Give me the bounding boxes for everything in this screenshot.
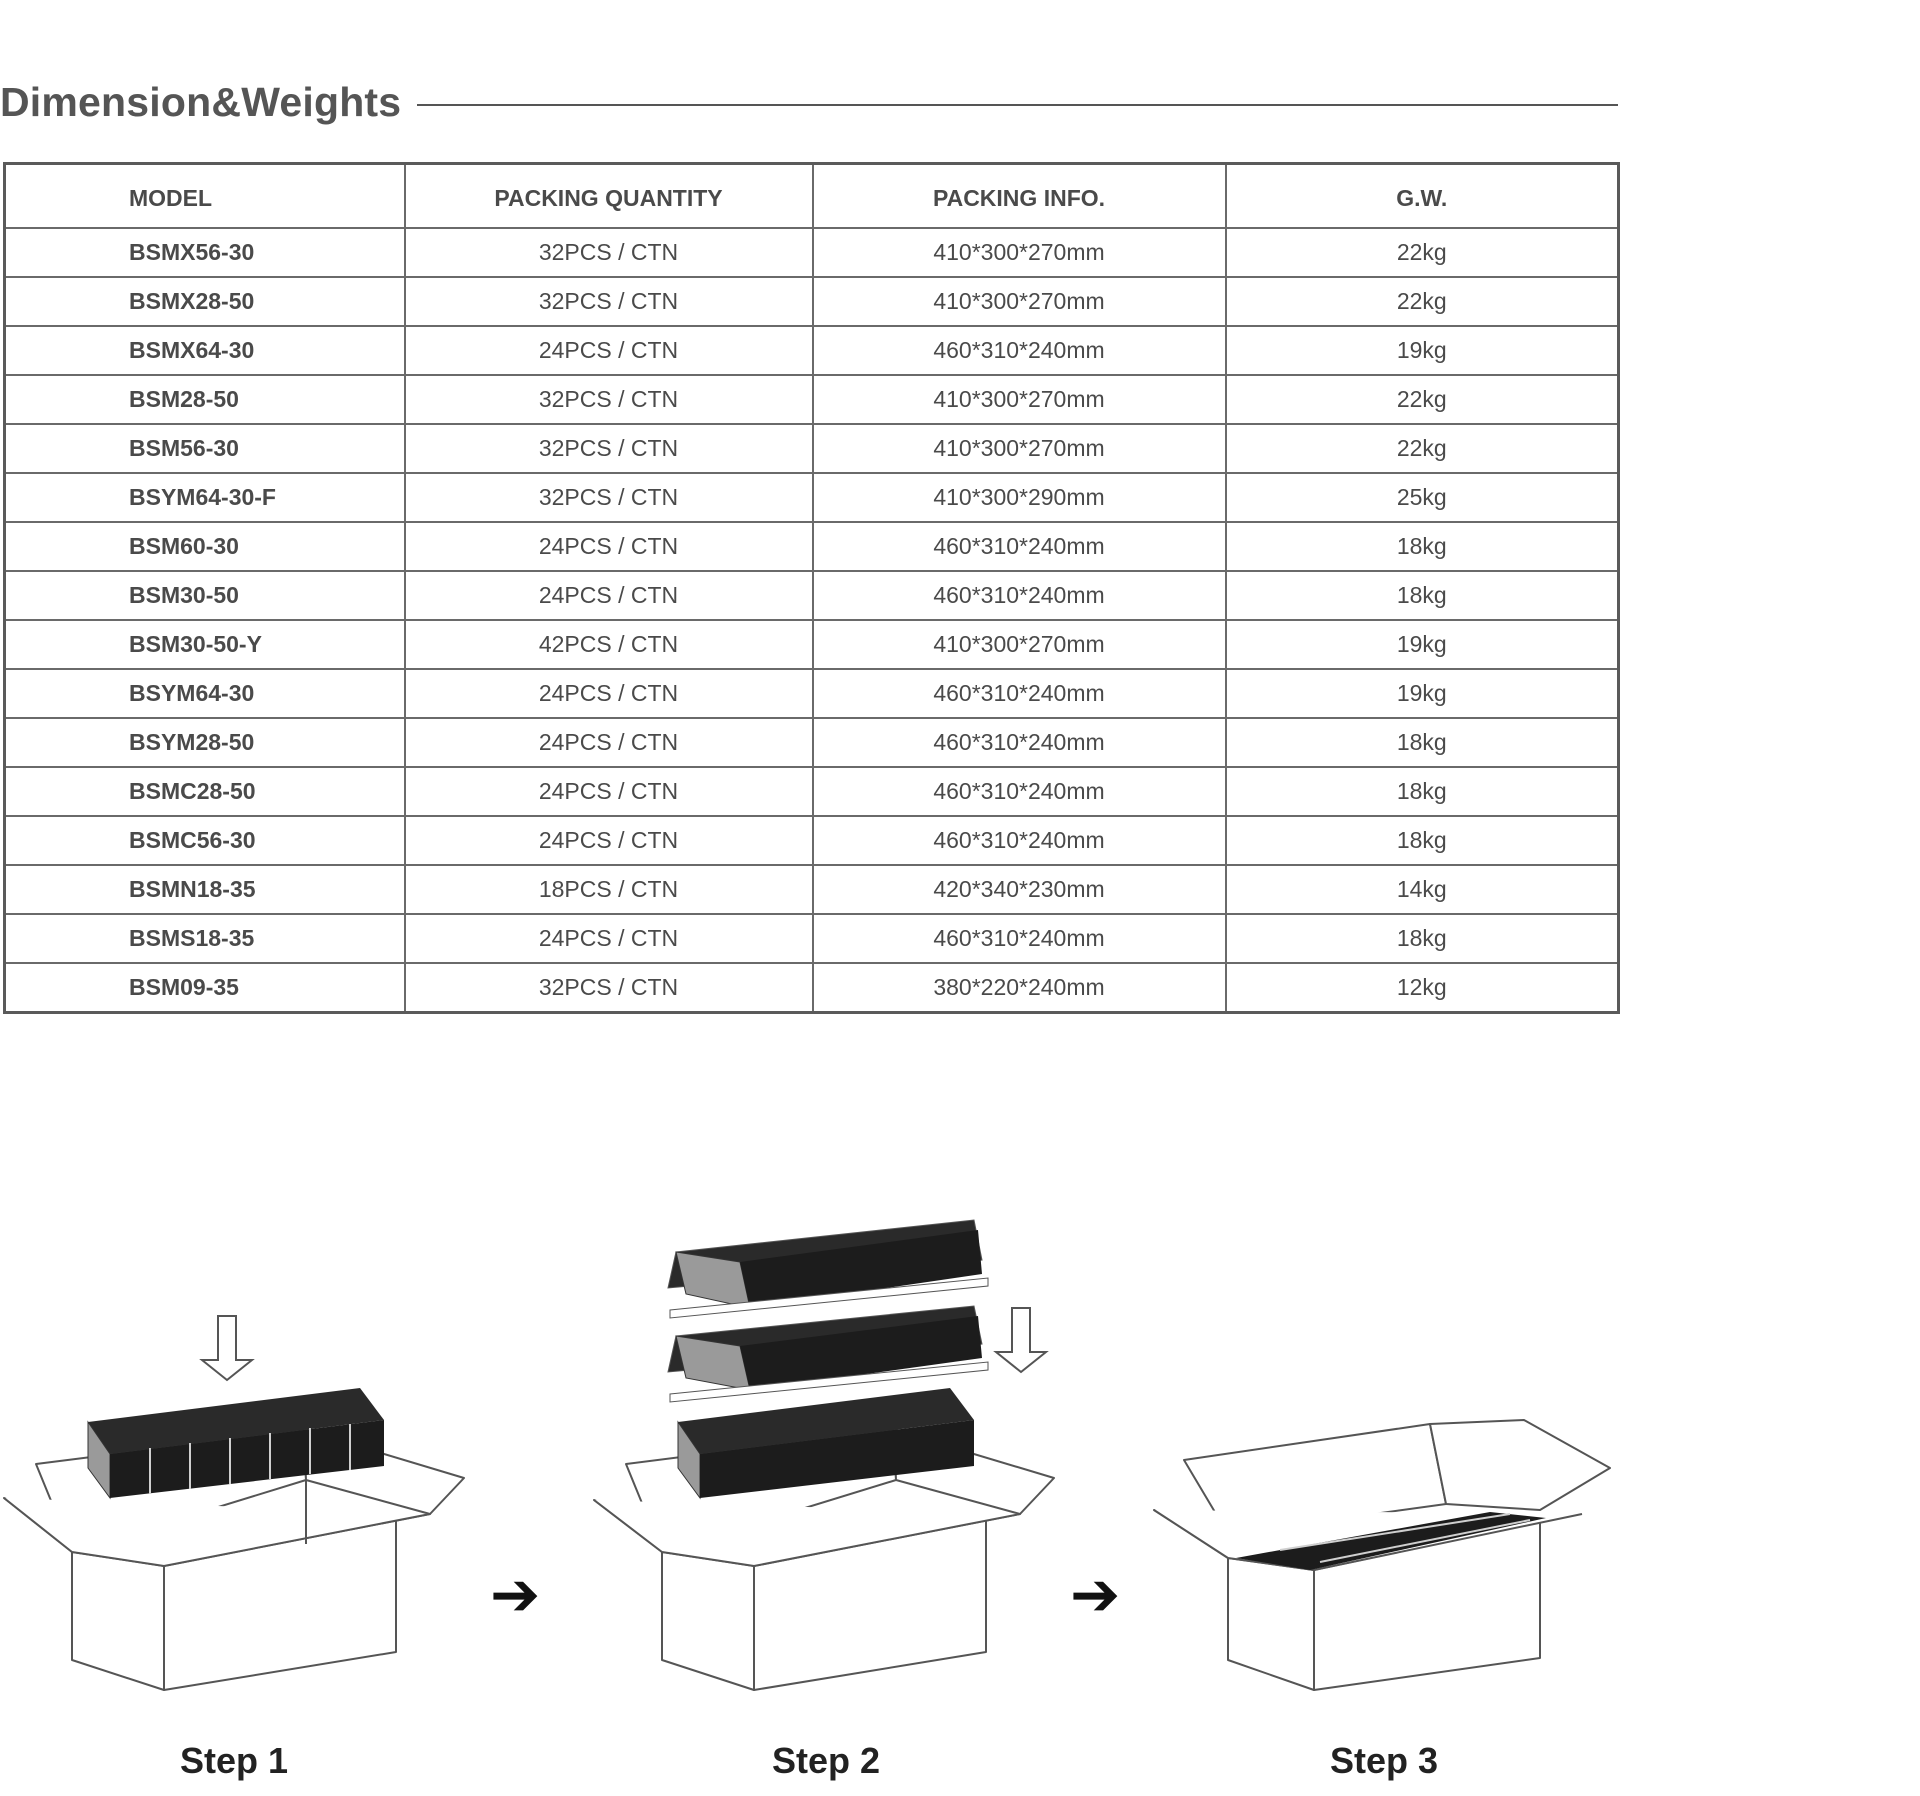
section-divider: [417, 104, 1618, 106]
cell-model: BSM09-35: [5, 963, 405, 1013]
table-row: [5, 424, 1619, 473]
cell-packing-info: 410*300*290mm: [813, 473, 1226, 522]
cell-packing-quantity: 24PCS / CTN: [405, 326, 813, 375]
cell-packing-info: 410*300*270mm: [813, 424, 1226, 473]
cell-gross-weight: 19kg: [1226, 620, 1619, 669]
led-module-tray: [668, 1220, 988, 1318]
table-body: [5, 228, 1619, 1013]
cell-model: BSYM28-50: [5, 718, 405, 767]
led-module-tray: [668, 1306, 988, 1402]
step-3-illustration: [1150, 1410, 1630, 1710]
down-arrow-icon: [996, 1308, 1046, 1372]
table-row: [5, 816, 1619, 865]
step-1-label: Step 1: [179, 1740, 289, 1781]
cell-packing-quantity: 32PCS / CTN: [405, 277, 813, 326]
section-title: Dimension&Weights: [0, 78, 402, 125]
cell-packing-quantity: 32PCS / CTN: [405, 473, 813, 522]
column-header-packing-quantity: PACKING QUANTITY: [405, 164, 813, 229]
cell-packing-info: 460*310*240mm: [813, 718, 1226, 767]
cell-gross-weight: 22kg: [1226, 228, 1619, 277]
cell-model: BSM28-50: [5, 375, 405, 424]
column-header-model: MODEL: [5, 164, 405, 229]
table-header-row: [5, 164, 1619, 229]
cell-packing-info: 460*310*240mm: [813, 669, 1226, 718]
cell-gross-weight: 18kg: [1226, 522, 1619, 571]
cell-model: BSMX64-30: [5, 326, 405, 375]
cell-packing-quantity: 18PCS / CTN: [405, 865, 813, 914]
cell-gross-weight: 18kg: [1226, 914, 1619, 963]
cell-gross-weight: 18kg: [1226, 767, 1619, 816]
cell-model: BSM56-30: [5, 424, 405, 473]
table-row: [5, 620, 1619, 669]
dimension-weights-table: [3, 162, 1620, 1014]
table-row: [5, 228, 1619, 277]
cell-packing-info: 410*300*270mm: [813, 277, 1226, 326]
table-row: [5, 914, 1619, 963]
cell-gross-weight: 22kg: [1226, 277, 1619, 326]
table-row: [5, 375, 1619, 424]
cell-packing-quantity: 42PCS / CTN: [405, 620, 813, 669]
cell-packing-quantity: 24PCS / CTN: [405, 914, 813, 963]
table-row: [5, 669, 1619, 718]
cell-packing-quantity: 24PCS / CTN: [405, 522, 813, 571]
down-arrow-icon: [202, 1316, 252, 1380]
right-arrow-icon: ➔: [1070, 1561, 1121, 1628]
cell-gross-weight: 19kg: [1226, 669, 1619, 718]
cell-packing-quantity: 32PCS / CTN: [405, 424, 813, 473]
table-row: [5, 473, 1619, 522]
open-carton-box: [1154, 1420, 1610, 1690]
cell-packing-info: 460*310*240mm: [813, 522, 1226, 571]
cell-model: BSMC28-50: [5, 767, 405, 816]
cell-packing-info: 460*310*240mm: [813, 914, 1226, 963]
cell-model: BSM30-50: [5, 571, 405, 620]
cell-packing-quantity: 24PCS / CTN: [405, 571, 813, 620]
cell-gross-weight: 19kg: [1226, 326, 1619, 375]
cell-packing-info: 460*310*240mm: [813, 326, 1226, 375]
cell-packing-info: 420*340*230mm: [813, 865, 1226, 914]
step-1-illustration: [0, 1300, 480, 1710]
cell-model: BSMX28-50: [5, 277, 405, 326]
cell-gross-weight: 25kg: [1226, 473, 1619, 522]
cell-packing-quantity: 24PCS / CTN: [405, 669, 813, 718]
cell-gross-weight: 18kg: [1226, 571, 1619, 620]
cell-gross-weight: 18kg: [1226, 718, 1619, 767]
cell-model: BSM60-30: [5, 522, 405, 571]
table-row: [5, 718, 1619, 767]
cell-gross-weight: 12kg: [1226, 963, 1619, 1013]
cell-gross-weight: 22kg: [1226, 424, 1619, 473]
cell-packing-info: 380*220*240mm: [813, 963, 1226, 1013]
cell-model: BSMC56-30: [5, 816, 405, 865]
cell-model: BSM30-50-Y: [5, 620, 405, 669]
cell-gross-weight: 22kg: [1226, 375, 1619, 424]
cell-model: BSMS18-35: [5, 914, 405, 963]
right-arrow-icon: ➔: [490, 1561, 541, 1628]
section-header: [0, 72, 1618, 132]
cell-model: BSYM64-30-F: [5, 473, 405, 522]
table-row: [5, 767, 1619, 816]
table-row: [5, 277, 1619, 326]
cell-packing-info: 460*310*240mm: [813, 767, 1226, 816]
cell-model: BSMX56-30: [5, 228, 405, 277]
cell-model: BSYM64-30: [5, 669, 405, 718]
cell-gross-weight: 18kg: [1226, 816, 1619, 865]
cell-packing-quantity: 24PCS / CTN: [405, 767, 813, 816]
cell-packing-info: 410*300*270mm: [813, 228, 1226, 277]
column-header-packing-info: PACKING INFO.: [813, 164, 1226, 229]
cell-packing-quantity: 32PCS / CTN: [405, 963, 813, 1013]
cell-packing-quantity: 32PCS / CTN: [405, 375, 813, 424]
cell-gross-weight: 14kg: [1226, 865, 1619, 914]
table-row: [5, 326, 1619, 375]
cell-packing-info: 410*300*270mm: [813, 620, 1226, 669]
step-3-label: Step 3: [1329, 1740, 1439, 1781]
cell-packing-quantity: 24PCS / CTN: [405, 718, 813, 767]
cell-packing-quantity: 32PCS / CTN: [405, 228, 813, 277]
cell-model: BSMN18-35: [5, 865, 405, 914]
cell-packing-info: 410*300*270mm: [813, 375, 1226, 424]
column-header-gross-weight: G.W.: [1226, 164, 1619, 229]
step-2-illustration: [590, 1190, 1070, 1710]
cell-packing-info: 460*310*240mm: [813, 571, 1226, 620]
table-row: [5, 963, 1619, 1013]
table-row: [5, 865, 1619, 914]
step-2-label: Step 2: [771, 1740, 881, 1781]
cell-packing-info: 460*310*240mm: [813, 816, 1226, 865]
cell-packing-quantity: 24PCS / CTN: [405, 816, 813, 865]
table-row: [5, 522, 1619, 571]
table-row: [5, 571, 1619, 620]
